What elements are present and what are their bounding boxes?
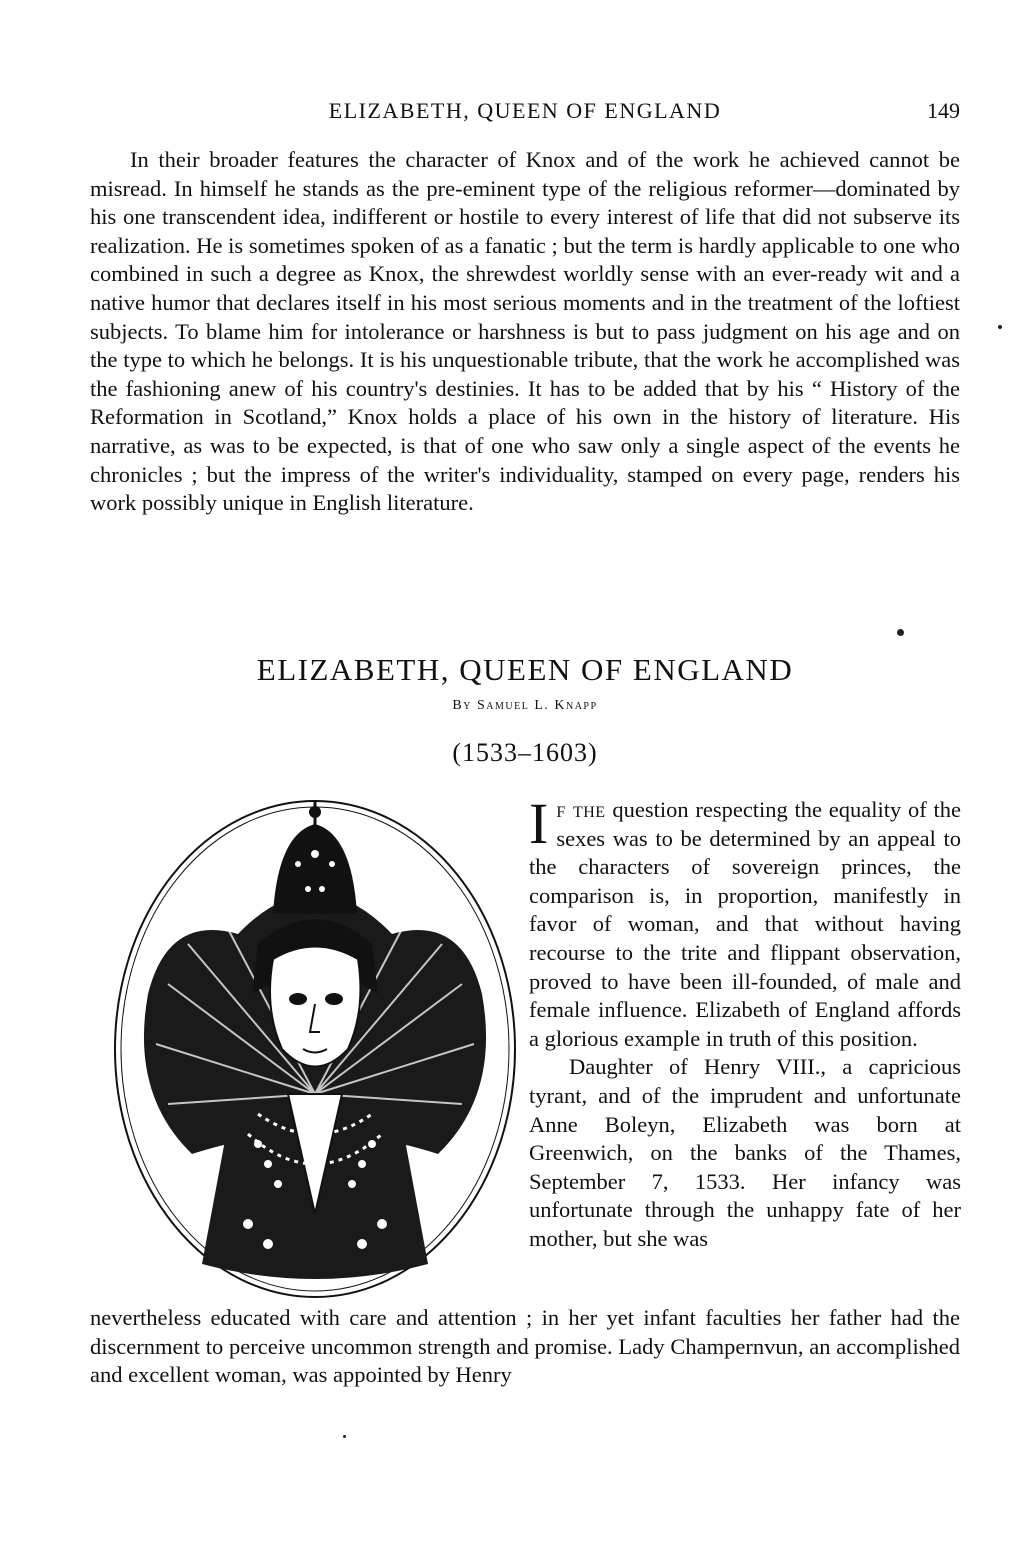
article-dates: (1533–1603) xyxy=(452,738,598,767)
second-paragraph-start: Daughter of Henry VIII., a capricious tyrant, and of the imprudent and unfortunate Anne Boleyn, Elizabeth was born at Greenwich, on the banks of the Thames, September 7, 1533. Her infancy was unfortunate through the unhappy fate of her mother, but she was xyxy=(529,1054,961,1251)
article-title: ELIZABETH, QUEEN OF ENGLAND xyxy=(256,652,794,687)
opening-paragraph xyxy=(529,791,962,1053)
print-speck xyxy=(998,325,1002,329)
opening-words: f the xyxy=(556,797,606,822)
running-head xyxy=(90,98,960,128)
article-byline: By Samuel L. Knapp xyxy=(452,698,598,713)
page-number: 149 xyxy=(927,98,960,123)
running-title: ELIZABETH, QUEEN OF ENGLAND xyxy=(328,98,722,123)
article-body-full-width xyxy=(90,1304,960,1390)
second-paragraph-continued: nevertheless educated with care and attention ; in her yet infant faculties her father had the discernment to perceive uncommon strength and promise. Lady Champernvun, an accomplished and excellent woman, was appointed by Henry xyxy=(90,1305,960,1388)
print-speck xyxy=(897,629,904,636)
opening-paragraph-text: question respecting the equality of the sexes was to be determined by an appeal to the characters of sovereign princes, the comparison is, in proportion, manifestly in favor of woman, and that without having recourse to the trite and flippant observation, proved to have been ill-founded, of male and female influence. Elizabeth of England affords a glorious example in truth of this position. xyxy=(529,797,962,1051)
article-body-column xyxy=(529,791,962,1254)
drop-cap: I xyxy=(529,791,549,856)
print-speck xyxy=(343,1435,346,1438)
queen-elizabeth-portrait xyxy=(108,794,522,1304)
knox-paragraph: In their broader features the character of Knox and of the work he achieved cannot be misread. In himself he stands as the pre-eminent type of the religious reformer—dominated by his one transcendent idea, indifferent or hostile to every interest of life that did not subserve its realization. He is sometimes spoken of as a fanatic ; but the term is hardly applicable to one who combined in such a degree as Knox, the shrewdest worldly sense with an ever-ready wit and a native humor that declares itself in his most serious moments and in the treatment of the loftiest subjects. To blame him for intolerance or harshness is but to pass judgment on his age and on the type to which he belongs. It is his unquestionable tribute, that the work he accomplished was the fashioning anew of his country's destinies. It has to be added that by his “ History of the Reformation in Scotland,” Knox holds a place of his own in the history of literature. His narrative, as was to be expected, is that of one who saw only a single aspect of the events he chronicles ; but the impress of the writer's individuality, stamped on every page, renders his work possibly unique in English literature. xyxy=(90,147,960,516)
